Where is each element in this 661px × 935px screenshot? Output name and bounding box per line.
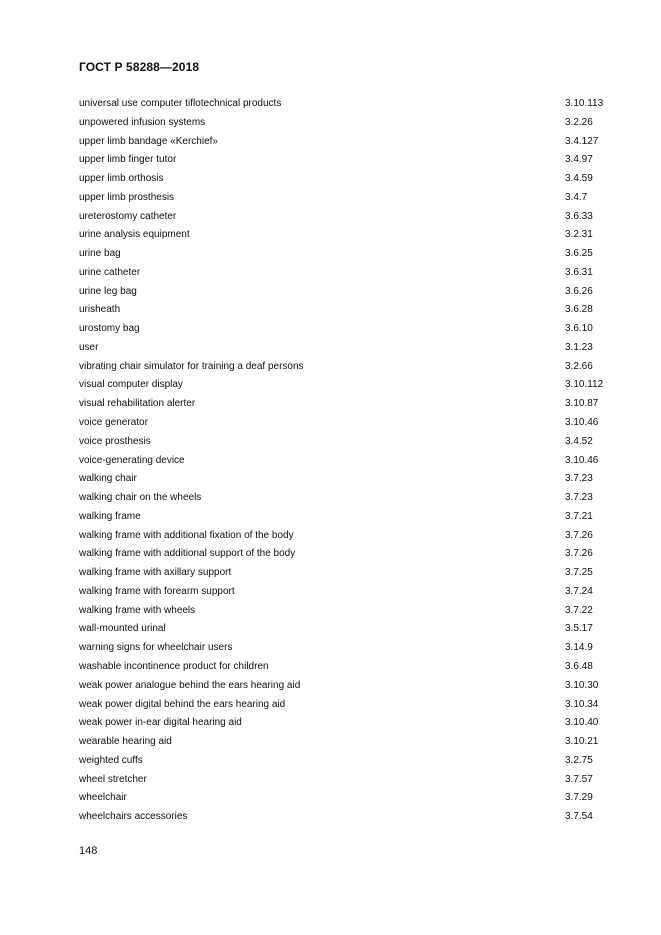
index-entry [79, 358, 619, 377]
index-entry [79, 752, 619, 771]
index-entry [79, 545, 619, 564]
index-entry [79, 808, 619, 827]
index-entry [79, 789, 619, 808]
index-reference: 3.7.26 [565, 548, 593, 560]
index-term: walking frame [79, 510, 141, 522]
index-term: user [79, 341, 99, 353]
index-term: ureterostomy catheter [79, 210, 177, 222]
index-entry [79, 714, 619, 733]
index-entry [79, 564, 619, 583]
index-entry [79, 508, 619, 527]
index-entry [79, 376, 619, 395]
index-entry [79, 583, 619, 602]
index-reference: 3.10.46 [565, 417, 599, 429]
index-term: upper limb prosthesis [79, 191, 175, 203]
index-reference: 3.10.34 [565, 698, 599, 710]
index-reference: 3.2.31 [565, 229, 593, 241]
index-entry [79, 733, 619, 752]
index-term: wheelchairs accessories [79, 811, 188, 823]
index-entry [79, 470, 619, 489]
index-reference: 3.10.40 [565, 717, 599, 729]
index-reference: 3.6.10 [565, 323, 593, 335]
index-term: wheel stretcher [79, 773, 147, 785]
index-term: urisheath [79, 304, 121, 316]
index-entry [79, 658, 619, 677]
index-reference: 3.4.59 [565, 173, 593, 185]
index-entry [79, 339, 619, 358]
index-reference: 3.6.31 [565, 266, 593, 278]
index-reference: 3.10.112 [565, 379, 604, 391]
index-term: walking chair on the wheels [79, 492, 202, 504]
index-entry [79, 151, 619, 170]
index-reference: 3.7.23 [565, 473, 593, 485]
index-reference: 3.7.21 [565, 510, 593, 522]
index-entry [79, 452, 619, 471]
index-entry [79, 320, 619, 339]
index-entry [79, 208, 619, 227]
index-reference: 3.7.26 [565, 529, 593, 541]
index-term: wheelchair [79, 792, 127, 804]
index-reference: 3.4.7 [565, 191, 588, 203]
index-reference: 3.2.66 [565, 360, 593, 372]
index-entry [79, 602, 619, 621]
index-term: wall-mounted urinal [79, 623, 166, 635]
index-reference: 3.4.52 [565, 435, 593, 447]
index-term: urine bag [79, 248, 121, 260]
index-entry [79, 639, 619, 658]
index-term: unpowered infusion systems [79, 116, 206, 128]
index-reference: 3.10.21 [565, 736, 599, 748]
index-entry [79, 433, 619, 452]
index-reference: 3.7.23 [565, 492, 593, 504]
index-reference: 3.6.25 [565, 248, 593, 260]
index-reference: 3.7.22 [565, 604, 593, 616]
index-reference: 3.7.57 [565, 773, 593, 785]
index-entry [79, 170, 619, 189]
index-entry [79, 95, 619, 114]
index-reference: 3.6.33 [565, 210, 593, 222]
index-term: warning signs for wheelchair users [79, 642, 233, 654]
index-reference: 3.4.127 [565, 135, 599, 147]
index-entry [79, 677, 619, 696]
index-entry [79, 489, 619, 508]
index-entry [79, 283, 619, 302]
page-header-standard-id: ГОСТ Р 58288—2018 [79, 60, 200, 74]
index-term: visual computer display [79, 379, 183, 391]
index-term: urine leg bag [79, 285, 137, 297]
index-reference: 3.1.23 [565, 341, 593, 353]
index-reference: 3.10.113 [565, 98, 604, 109]
index-entry [79, 620, 619, 639]
index-reference: 3.2.26 [565, 116, 593, 128]
index-term: wearable hearing aid [79, 736, 172, 748]
index-entry [79, 133, 619, 152]
index-term: walking frame with forearm support [79, 585, 235, 597]
index-term: walking frame with axillary support [79, 567, 232, 579]
index-reference: 3.4.97 [565, 154, 593, 166]
index-reference: 3.10.46 [565, 454, 599, 466]
index-term: urine analysis equipment [79, 229, 190, 241]
index-entry [79, 301, 619, 320]
index-term: voice prosthesis [79, 435, 151, 447]
index-entry [79, 414, 619, 433]
index-reference: 3.10.87 [565, 398, 599, 410]
index-reference: 3.7.29 [565, 792, 593, 804]
index-term: upper limb finger tutor [79, 154, 177, 166]
index-reference: 3.10.30 [565, 679, 599, 691]
index-term: weak power digital behind the ears hearing aid [79, 698, 286, 710]
index-term: weak power analogue behind the ears hearing aid [79, 679, 301, 691]
index-term: upper limb bandage «Kerchief» [79, 135, 218, 147]
index-entry [79, 696, 619, 715]
index-term: voice-generating device [79, 454, 185, 466]
index-reference: 3.7.24 [565, 585, 593, 597]
index-reference: 3.7.25 [565, 567, 593, 579]
index-reference: 3.5.17 [565, 623, 593, 635]
page-number: 148 [79, 845, 98, 857]
index-term: walking frame with wheels [79, 604, 196, 616]
index-term: urine catheter [79, 266, 141, 278]
index-entry [79, 395, 619, 414]
index-term: universal use computer tiflotechnical products [79, 98, 282, 109]
index-reference: 3.2.75 [565, 754, 593, 766]
index-term: walking frame with additional fixation of the body [79, 529, 294, 541]
index-term: walking frame with additional support of the body [79, 548, 296, 560]
term-index-list [79, 95, 619, 827]
index-term: vibrating chair simulator for training a deaf persons [79, 360, 304, 372]
index-reference: 3.6.26 [565, 285, 593, 297]
index-entry [79, 245, 619, 264]
index-term: washable incontinence product for children [79, 660, 269, 672]
index-entry [79, 771, 619, 790]
index-term: visual rehabilitation alerter [79, 398, 196, 410]
index-term: urostomy bag [79, 323, 140, 335]
index-entry [79, 226, 619, 245]
index-reference: 3.14.9 [565, 642, 593, 654]
index-entry [79, 189, 619, 208]
index-reference: 3.6.48 [565, 660, 593, 672]
index-entry [79, 527, 619, 546]
index-term: weak power in-ear digital hearing aid [79, 717, 242, 729]
index-reference: 3.6.28 [565, 304, 593, 316]
index-entry [79, 264, 619, 283]
index-reference: 3.7.54 [565, 811, 593, 823]
index-term: voice generator [79, 417, 148, 429]
index-term: weighted cuffs [79, 754, 143, 766]
index-term: upper limb orthosis [79, 173, 164, 185]
index-term: walking chair [79, 473, 137, 485]
index-entry [79, 114, 619, 133]
